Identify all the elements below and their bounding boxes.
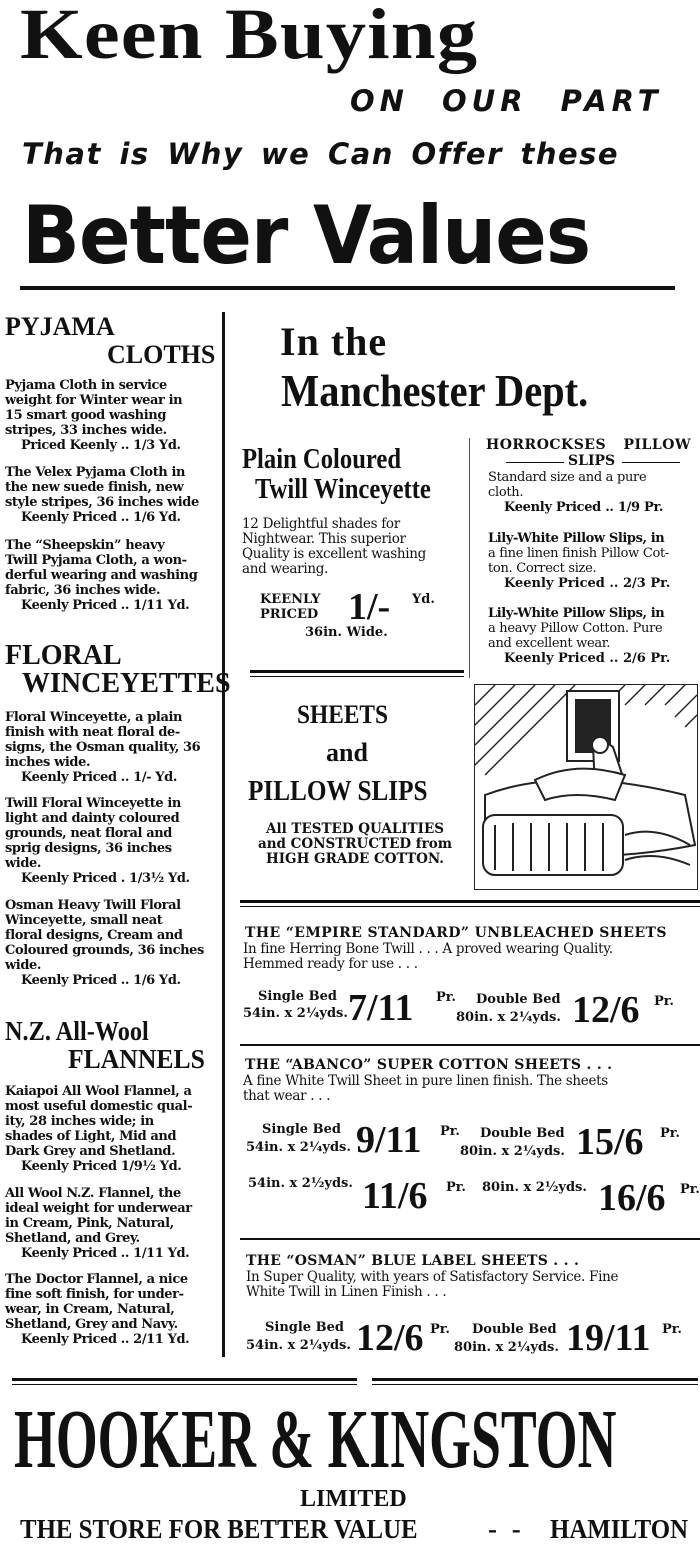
headline-on-our-part: ON OUR PART <box>350 84 663 118</box>
abanco-description: A fine White Twill Sheet in pure linen finish. The sheets that wear . . . <box>243 1073 608 1104</box>
sheets-tagline: All TESTED QUALITIES and CONSTRUCTED from HIGH GRADE COTTON. <box>257 821 453 867</box>
empire-single-label: Single Bed <box>258 989 337 1004</box>
abanco-double-size: 80in. x 2¼yds. <box>460 1144 565 1159</box>
floral-heading-2: WINCEYETTES <box>22 668 231 699</box>
floral-item-2: Twill Floral Winceyette in light and dainty coloured grounds, neat floral and sprig designs, 36 inches wide. Keenly Priced . 1/3½ Yd. <box>5 796 190 886</box>
abanco-single-pr-2: Pr. <box>446 1180 466 1195</box>
empire-single-size: 54in. x 2¼yds. <box>243 1006 348 1021</box>
abanco-single-price: 9/11 <box>356 1119 422 1161</box>
twill-rule-bottom <box>250 676 464 677</box>
sheets-heading-3: PILLOW SLIPS <box>248 776 428 807</box>
flannel-item-3: The Doctor Flannel, a nice fine soft finish, for under- wear, in Cream, Natural, Shetland, Grey and Navy. Keenly Priced .. 2/11 Yd. <box>5 1272 190 1347</box>
empire-double-label: Double Bed <box>476 992 561 1007</box>
empire-description: In fine Herring Bone Twill . . . A proved wearing Quality. Hemmed ready for use . . . <box>243 941 613 972</box>
twill-keenly-label: KEENLY <box>260 592 321 607</box>
twill-unit: Yd. <box>412 592 435 607</box>
headline-that-is-why: That is Why we Can Offer these <box>22 137 620 171</box>
twill-price: 1/- <box>348 586 391 628</box>
footer-rule-left-bottom <box>12 1384 357 1385</box>
abanco-double-label: Double Bed <box>480 1126 565 1141</box>
abanco-double-pr-2: Pr. <box>680 1182 700 1197</box>
empire-double-pr: Pr. <box>654 994 674 1009</box>
abanco-single-price-2: 11/6 <box>362 1175 428 1217</box>
twill-description: 12 Delightful shades for Nightwear. This superior Quality is excellent washing and wearing. <box>242 516 426 577</box>
osman-rule <box>240 1238 700 1240</box>
osman-description: In Super Quality, with years of Satisfactory Service. Fine White Twill in Linen Finish . . . <box>246 1269 619 1300</box>
flannel-item-1: Kaiapoi All Wool Flannel, a most useful domestic qual- ity, 28 inches wide; in shades of Light, Mid and Dark Grey and Shetland. Keenly Priced 1/9½ Yd. <box>5 1084 193 1174</box>
floral-item-3: Osman Heavy Twill Floral Winceyette, small neat floral designs, Cream and Coloured grounds, 36 inches wide. Keenly Priced .. 1/6 Yd. <box>5 898 204 988</box>
mid-column-divider <box>469 438 470 678</box>
osman-double-pr: Pr. <box>662 1322 682 1337</box>
twill-heading-1: Plain Coloured <box>242 444 402 475</box>
store-limited: LIMITED <box>300 1486 407 1512</box>
empire-rule-top <box>240 900 700 903</box>
twill-width: 36in. Wide. <box>305 625 388 640</box>
osman-single-pr: Pr. <box>430 1322 450 1337</box>
pyjama-heading-2: CLOTHS <box>107 340 216 369</box>
slogan-dash: - - <box>488 1514 521 1544</box>
sheets-heading-1: SHEETS <box>297 700 389 729</box>
empire-single-price: 7/11 <box>348 987 414 1029</box>
footer-rule-right-top <box>372 1378 698 1381</box>
abanco-double-pr: Pr. <box>660 1126 680 1141</box>
abanco-single-size-2: 54in. x 2½yds. <box>248 1176 353 1191</box>
floral-heading-1: FLORAL <box>5 640 122 671</box>
osman-single-label: Single Bed <box>265 1320 344 1335</box>
osman-double-price: 19/11 <box>566 1317 651 1359</box>
abanco-double-price: 15/6 <box>576 1121 644 1163</box>
pyjama-item-2: The Velex Pyjama Cloth in the new suede finish, new style stripes, 36 inches wide Keenly Priced .. 1/6 Yd. <box>5 465 199 525</box>
pillow-item-1: Standard size and a pure cloth. Keenly Priced .. 1/9 Pr. <box>488 470 664 515</box>
header-rule <box>20 286 675 290</box>
flannel-heading-2: FLANNELS <box>68 1044 205 1074</box>
store-name: HOOKER & KINGSTON <box>14 1393 617 1486</box>
twill-heading-2: Twill Winceyette <box>255 474 431 505</box>
bed-illustration <box>474 684 698 890</box>
empire-title: THE “EMPIRE STANDARD” UNBLEACHED SHEETS <box>245 925 667 941</box>
abanco-single-pr: Pr. <box>440 1124 460 1139</box>
pillow-heading-2: SLIPS <box>568 453 616 469</box>
flannel-item-2: All Wool N.Z. Flannel, the ideal weight for underwear in Cream, Pink, Natural, Shetland, and Grey. Keenly Priced .. 1/11 Yd. <box>5 1186 192 1261</box>
footer-rule-right-bottom <box>372 1384 698 1385</box>
empire-double-size: 80in. x 2¼yds. <box>456 1010 561 1025</box>
manchester-heading-1: In the <box>280 319 388 364</box>
abanco-double-price-2: 16/6 <box>598 1177 666 1219</box>
osman-double-size: 80in. x 2¼yds. <box>454 1340 559 1355</box>
osman-single-price: 12/6 <box>356 1317 424 1359</box>
twill-rule-top <box>250 670 464 673</box>
flannel-heading-1: N.Z. All-Wool <box>5 1016 149 1046</box>
floral-item-1: Floral Winceyette, a plain finish with neat floral de- signs, the Osman quality, 36 inches wide. Keenly Priced .. 1/- Yd. <box>5 710 201 785</box>
abanco-single-label: Single Bed <box>262 1122 341 1137</box>
headline-better-values: Better Values <box>22 189 591 282</box>
empire-rule-bottom <box>240 906 700 907</box>
sheets-heading-2: and <box>326 738 368 767</box>
pillow-item-3: Lily-White Pillow Slips, in a heavy Pillow Cotton. Pure and excellent wear. Keenly Priced .. 2/6 Pr. <box>488 606 671 666</box>
headline-keen-buying: Keen Buying <box>20 0 479 74</box>
abanco-single-size: 54in. x 2¼yds. <box>246 1140 351 1155</box>
pillow-heading-rule-left <box>506 462 564 463</box>
abanco-title: THE “ABANCO” SUPER COTTON SHEETS . . . <box>245 1057 613 1073</box>
twill-priced-label: PRICED <box>260 607 319 622</box>
pyjama-item-3: The “Sheepskin” heavy Twill Pyjama Cloth, a won- derful wearing and washing fabric, 36 inches wide. Keenly Priced .. 1/11 Yd. <box>5 538 198 613</box>
pyjama-heading-1: PYJAMA <box>5 312 115 341</box>
store-city: HAMILTON <box>550 1514 689 1544</box>
abanco-rule <box>240 1044 700 1046</box>
pillow-heading-rule-right <box>622 462 680 463</box>
pyjama-item-1: Pyjama Cloth in service weight for Winter wear in 15 smart good washing stripes, 33 inches wide. Priced Keenly .. 1/3 Yd. <box>5 378 183 453</box>
abanco-double-size-2: 80in. x 2½yds. <box>482 1180 587 1195</box>
empire-double-price: 12/6 <box>572 989 640 1031</box>
pillow-heading-1: HORROCKSES PILLOW <box>486 437 692 453</box>
store-slogan: THE STORE FOR BETTER VALUE <box>20 1514 418 1544</box>
osman-single-size: 54in. x 2¼yds. <box>246 1338 351 1353</box>
manchester-heading-2: Manchester Dept. <box>281 365 589 416</box>
footer-rule-left-top <box>12 1378 357 1381</box>
empire-single-pr: Pr. <box>436 990 456 1005</box>
osman-double-label: Double Bed <box>472 1322 557 1337</box>
left-column-divider <box>222 312 225 1357</box>
pillow-item-2: Lily-White Pillow Slips, in a fine linen finish Pillow Cot- ton. Correct size. Keenly Priced .. 2/3 Pr. <box>488 531 671 591</box>
osman-title: THE “OSMAN” BLUE LABEL SHEETS . . . <box>246 1253 580 1269</box>
